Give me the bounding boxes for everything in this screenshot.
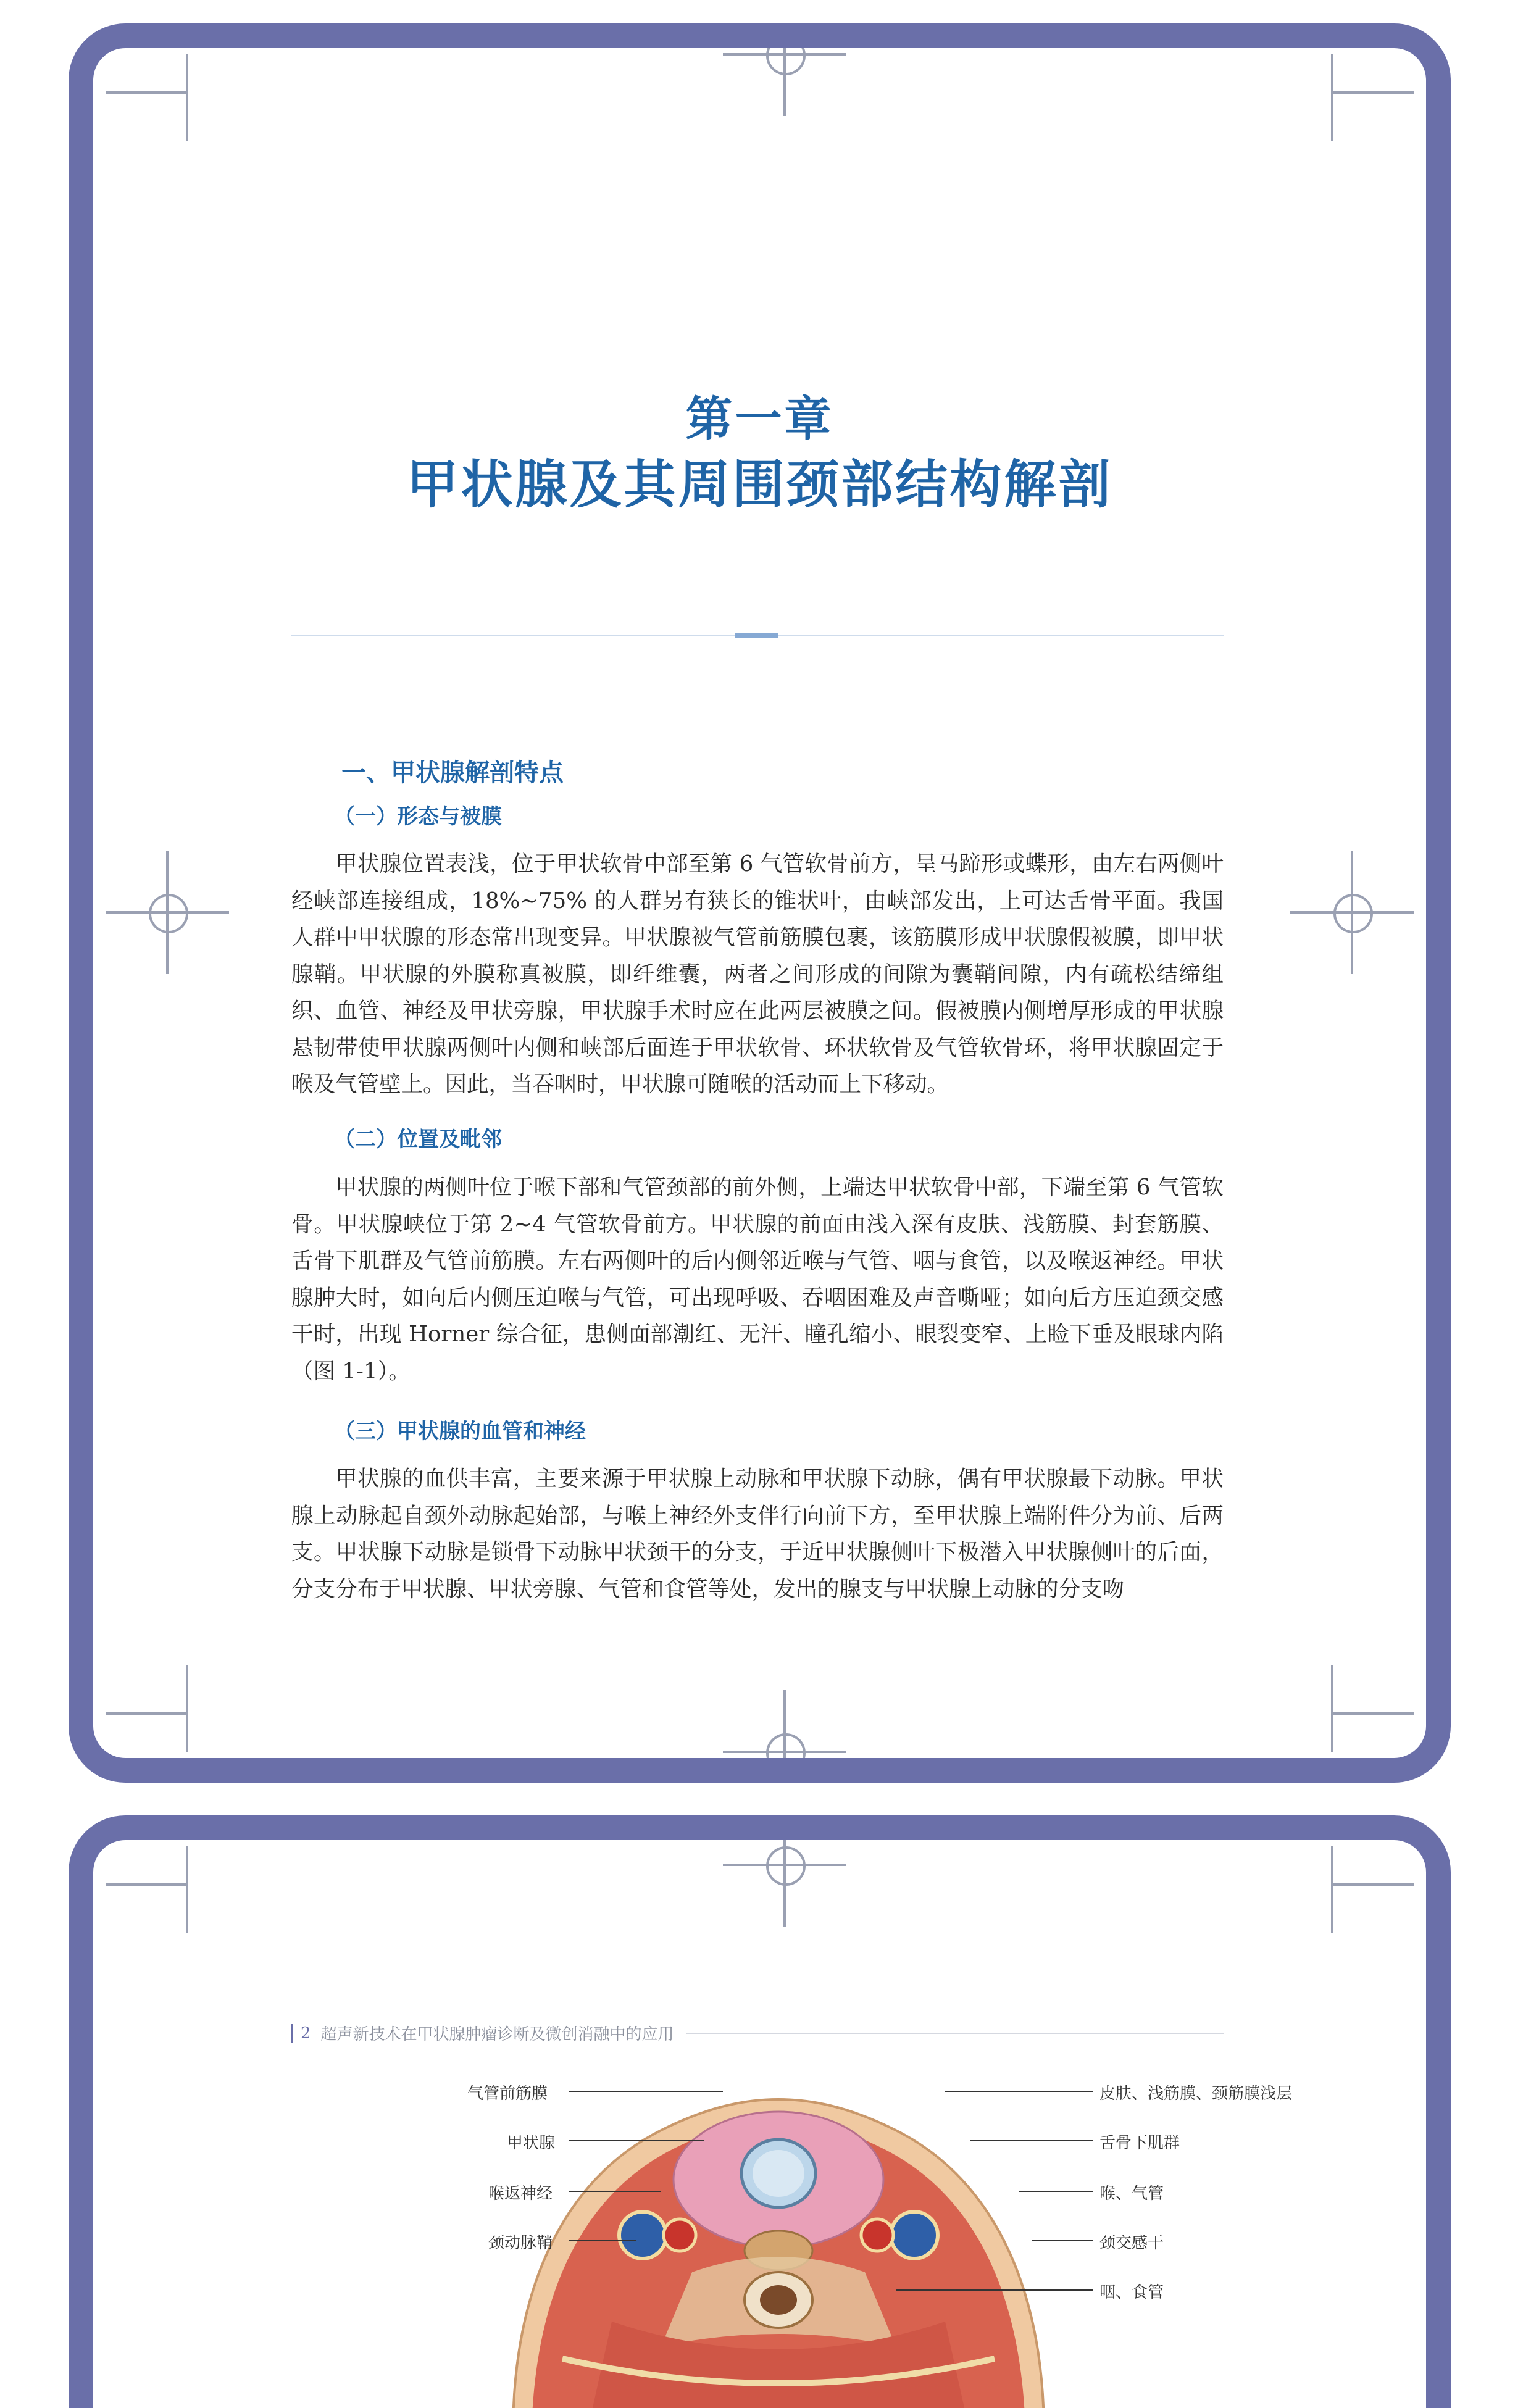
leader-line [569,2240,636,2241]
leader-line [896,2289,1093,2291]
figure-label-right-3: 喉、气管 [1099,2185,1164,2203]
subsection-heading-1: （一）形态与被膜 [334,804,502,829]
registration-mark-left [106,851,229,974]
crop-mark-top-right [1327,54,1414,141]
page-card-1 [69,23,1451,1783]
figure-label-right-4: 颈交感干 [1099,2234,1164,2252]
crop-mark-top-right [1327,1846,1414,1933]
paragraph-1: 甲状腺位置表浅，位于甲状软骨中部至第 6 气管软骨前方，呈马蹄形或蝶形，由左右两侧叶经峡部连接组成，18%~75% 的人群另有狭长的锥状叶，由峡部发出，上可达舌骨平面。我国人群中甲状腺的形态常出现变异。甲状腺被气管前筋膜包裹，该筋膜形成甲状腺假被膜，即甲状腺鞘。甲状腺的外膜称真被膜，即纤维囊，两者之间形成的间隙为囊鞘间隙，内有疏松结缔组织、血管、神经及甲状旁腺，甲状腺手术时应在此两层被膜之间。假被膜内侧增厚形成的甲状腺悬韧带使甲状腺两侧叶内侧和峡部后面连于甲状软骨、环状软骨及气管软骨环，将甲状腺固定于喉及气管壁上。因此，当吞咽时，甲状腺可随喉的活动而上下移动。 [291,851,1224,1097]
crop-mark-top-left [106,1846,192,1933]
running-header-rule [686,2033,1224,2034]
leader-line [945,2091,1093,2092]
registration-mark-bottom [723,1690,846,1783]
neck-cross-section-figure [488,2087,1069,2408]
subsection-heading-2: （二）位置及毗邻 [334,1127,502,1152]
subsection-heading-3: （三）甲状腺的血管和神经 [334,1419,586,1444]
leader-line [970,2140,1093,2141]
paragraph-2: 甲状腺的两侧叶位于喉下部和气管颈部的前外侧，上端达甲状软骨中部，下端至第 6 气管软骨。甲状腺峡位于第 2~4 气管软骨前方。甲状腺的前面由浅入深有皮肤、浅筋膜、封套筋膜、舌骨下肌群及气管前筋膜。左右两侧叶的后内侧邻近喉与气管、咽与食管，以及喉返神经。甲状腺肿大时，如向后内侧压迫喉与气管，可出现呼吸、吞咽困难及声音嘶哑；如向后方压迫颈交感干时，出现 Horner 综合征，患侧面部潮红、无汗、瞳孔缩小、眼裂变窄、上睑下垂及眼球内陷（图 1-1）。 [291,1175,1224,1384]
section-heading: 一、甲状腺解剖特点 [341,758,564,787]
registration-mark-right [1290,851,1414,974]
heading-divider-accent [735,633,778,638]
figure-label-right-5: 咽、食管 [1099,2283,1164,2302]
figure-label-left-4: 颈动脉鞘 [488,2234,553,2252]
page-card-2 [69,1815,1451,2408]
leader-line [1019,2191,1093,2192]
page-number: 2 [291,2024,311,2043]
figure-label-left-1: 气管前筋膜 [467,2085,548,2103]
paragraph-3: 甲状腺的血供丰富，主要来源于甲状腺上动脉和甲状腺下动脉，偶有甲状腺最下动脉。甲状腺上动脉起自颈外动脉起始部，与喉上神经外支伴行向前下方，至甲状腺上端附件分为前、后两支。甲状腺下动脉是锁骨下动脉甲状颈干的分支，于近甲状腺侧叶下极潜入甲状腺侧叶的后面，分支分布于甲状腺、甲状旁腺、气管和食管等处，发出的腺支与甲状腺上动脉的分支吻 [291,1466,1224,1602]
figure-label-left-3: 喉返神经 [488,2185,553,2203]
leader-line [569,2091,723,2092]
crop-mark-bottom-right [1327,1665,1414,1752]
chapter-title: 甲状腺及其周围颈部结构解剖 [406,454,1113,515]
crop-mark-top-left [106,54,192,141]
figure-label-left-2: 甲状腺 [507,2134,556,2152]
running-title: 超声新技术在甲状腺肿瘤诊断及微创消融中的应用 [320,2025,674,2044]
running-header [291,2022,1224,2044]
registration-mark-top [723,23,846,116]
figure-label-right-1: 皮肤、浅筋膜、颈筋膜浅层 [1099,2085,1293,2103]
crop-mark-bottom-left [106,1665,192,1752]
leader-line [569,2191,661,2192]
leader-line [1032,2240,1093,2241]
chapter-number: 第一章 [685,391,834,446]
figure-label-right-2: 舌骨下肌群 [1099,2134,1180,2152]
registration-mark-top [723,1815,846,1927]
leader-line [569,2140,704,2141]
